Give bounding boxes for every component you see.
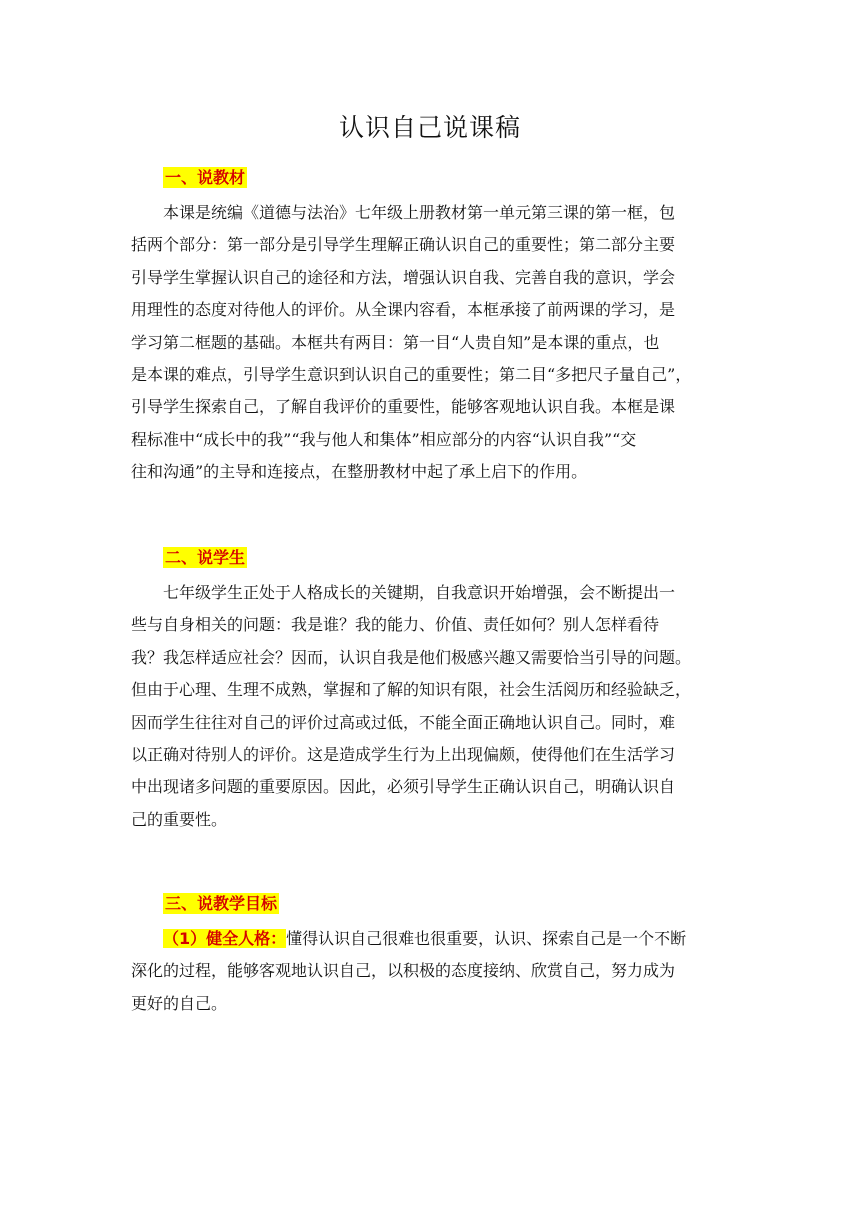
section-heading-objectives: 三、说教学目标 [165,894,278,913]
paragraph-line: 引导学生掌握认识自己的途径和方法，增强认识自我、完善自我的意识，学会 [131,267,676,287]
paragraph-line: 七年级学生正处于人格成长的关键期，自我意识开始增强，会不断提出一 [163,583,676,602]
paragraph-line: 用理性的态度对待他人的评价。从全课内容看，本框承接了前两课的学习，是 [131,300,676,320]
paragraph-line: 以正确对待别人的评价。这是造成学生行为上出现偏颇，使得他们在生活学习 [131,744,676,764]
paragraph-line: 些与自身相关的问题：我是谁？我的能力、价值、责任如何？别人怎样看待 [131,615,660,635]
section-paragraph-textbook [131,197,737,489]
paragraph-line: 是本课的难点，引导学生意识到认识自己的重要性；第二目“多把尺子量自己”， [131,364,692,384]
section-heading-students: 二、说学生 [165,548,246,567]
paragraph-line: 己的重要性。 [131,809,228,829]
paragraph-line: 引导学生探索自己，了解自我评价的重要性，能够客观地认识自我。本框是课 [131,397,676,417]
paragraph-line: （1）健全人格：懂得认识自己很难也很重要，认识、探索自己是一个不断 [163,929,687,948]
document-title: 认识自己说课稿 [338,113,521,142]
paragraph-line: 括两个部分：第一部分是引导学生理解正确认识自己的重要性；第二部分主要 [131,235,676,255]
paragraph-line: 因而学生往往对自己的评价过高或过低，不能全面正确地认识自己。同时，难 [131,712,676,732]
section-heading-textbook: 一、说教材 [165,168,246,187]
paragraph-line: 程标准中“成长中的我”“我与他人和集体”相应部分的内容“认识自我”“交 [131,429,637,449]
objective-lead-label: （1）健全人格： [163,929,287,948]
paragraph-line: 但由于心理、生理不成熟，掌握和了解的知识有限，社会生活阅历和经验缺乏， [131,680,692,700]
paragraph-line: 往和沟通”的主导和连接点，在整册教材中起了承上启下的作用。 [131,462,588,482]
paragraph-line: 中出现诸多问题的重要原因。因此，必须引导学生正确认识自己，明确认识自 [131,777,676,797]
paragraph-line: 本课是统编《道德与法治》七年级上册教材第一单元第三课的第一框，包 [163,203,676,222]
section-paragraph-students [131,577,737,836]
paragraph-line: 更好的自己。 [131,993,228,1013]
section-paragraph-objectives [131,923,737,1020]
paragraph-line: 我？我怎样适应社会？因而，认识自我是他们极感兴趣又需要恰当引导的问题。 [131,647,692,667]
paragraph-line: 学习第二框题的基础。本框共有两目：第一目“人贵自知”是本课的重点，也 [131,332,660,352]
paragraph-line: 深化的过程，能够客观地认识自己，以积极的态度接纳、欣赏自己，努力成为 [131,961,676,981]
